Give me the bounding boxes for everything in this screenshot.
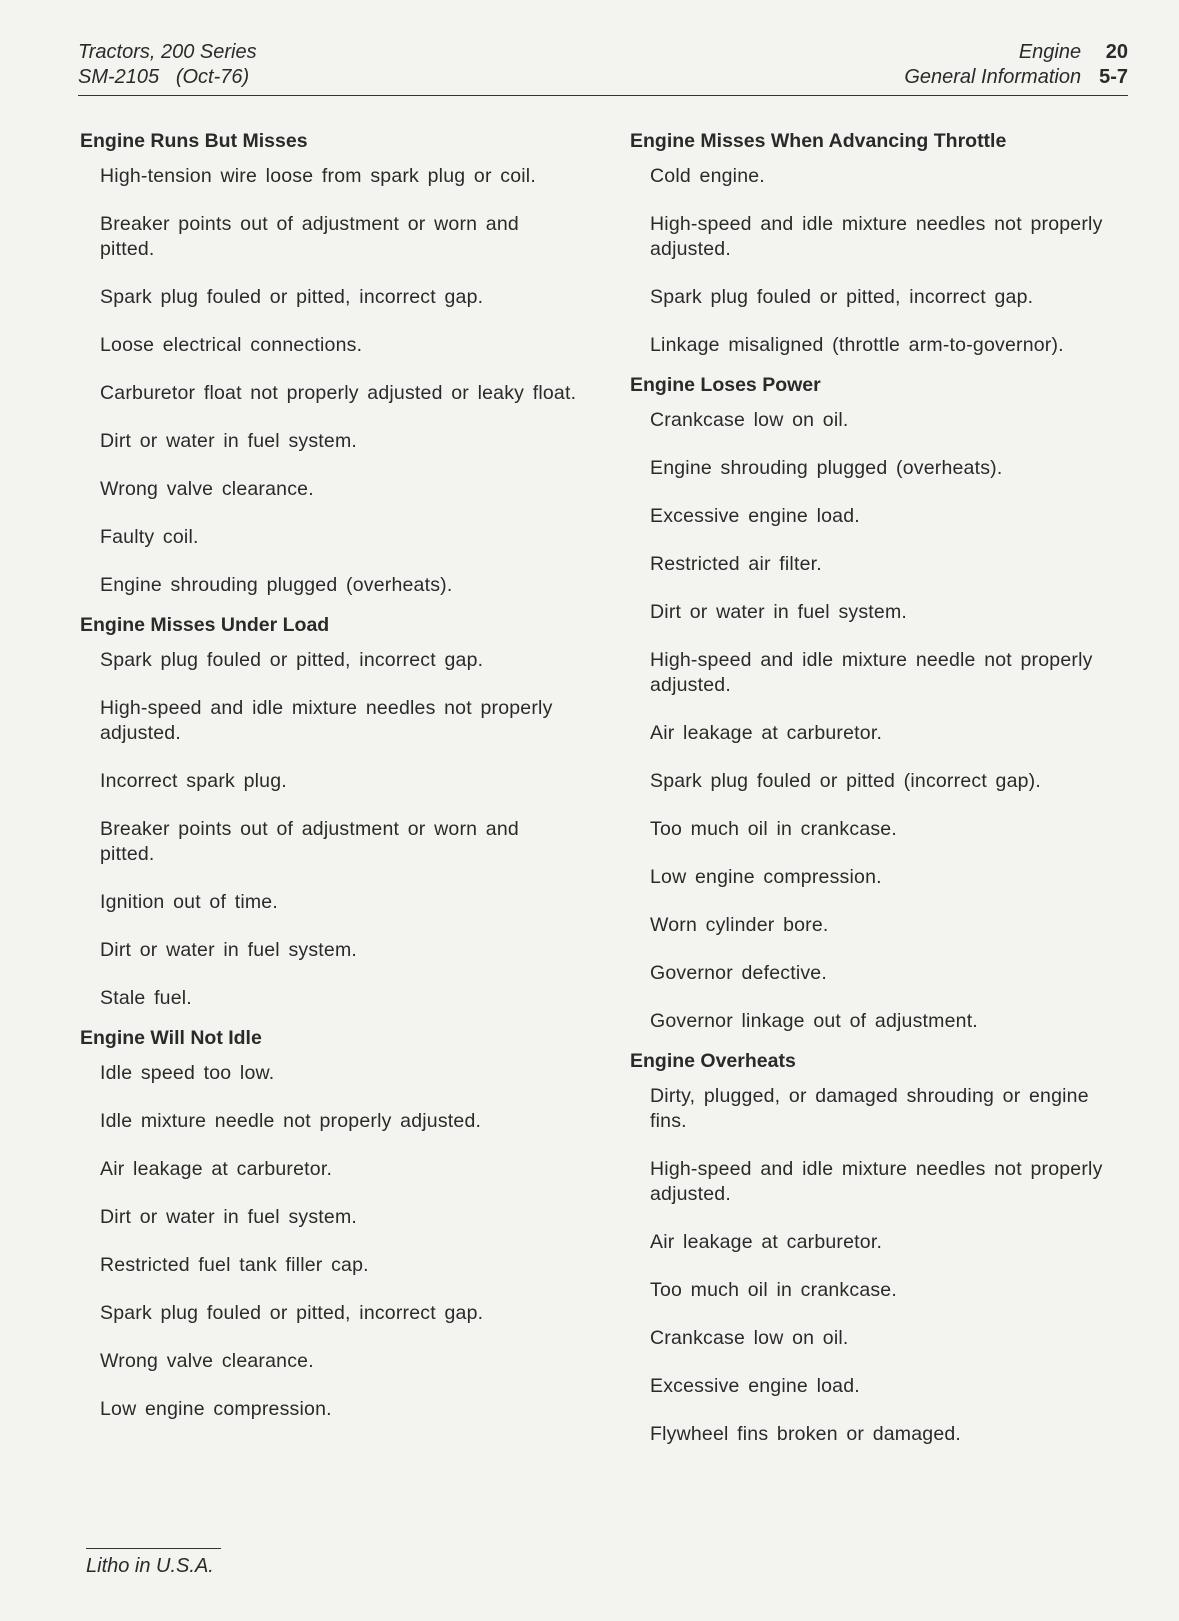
section-engine-misses-under-load xyxy=(80,612,580,1011)
list-item: High-speed and idle mixture needles not properly adjusted. xyxy=(650,213,1103,260)
list-item: Idle speed too low. xyxy=(100,1062,275,1084)
list-item: Low engine compression. xyxy=(650,866,882,888)
list-item: Faulty coil. xyxy=(100,526,199,548)
list-item: Breaker points out of adjustment or worn and pitted. xyxy=(100,818,519,865)
header-page-numbers xyxy=(1099,40,1128,90)
list-item: Dirt or water in fuel system. xyxy=(650,601,908,623)
list-item: Wrong valve clearance. xyxy=(100,1350,314,1372)
list-item: Excessive engine load. xyxy=(650,505,860,527)
section-engine-will-not-idle xyxy=(80,1025,580,1422)
list-item: Carburetor float not properly adjusted or leaky float. xyxy=(100,382,577,404)
list-item: Engine shrouding plugged (overheats). xyxy=(650,457,1003,479)
header-page-number: 5-7 xyxy=(1099,66,1128,88)
header-section-label: Engine xyxy=(1018,41,1082,63)
list-item: High-tension wire loose from spark plug or coil. xyxy=(100,165,536,187)
list-item: Governor linkage out of adjustment. xyxy=(650,1010,978,1032)
header-section-info xyxy=(904,40,1128,90)
list-item: High-speed and idle mixture needle not properly adjusted. xyxy=(650,649,1093,696)
list-item: Loose electrical connections. xyxy=(100,334,363,356)
section-engine-misses-when-advancing-throttle xyxy=(630,128,1130,358)
list-item: Incorrect spark plug. xyxy=(100,770,287,792)
list-item: Excessive engine load. xyxy=(650,1375,860,1397)
footer-imprint: Litho in U.S.A. xyxy=(86,1555,214,1577)
list-item: High-speed and idle mixture needles not properly adjusted. xyxy=(650,1158,1103,1205)
header-series: Tractors, 200 Series xyxy=(78,41,257,63)
list-item: Crankcase low on oil. xyxy=(650,1327,849,1349)
header-manual-info xyxy=(78,40,257,90)
header-section-labels xyxy=(904,40,1081,90)
list-item: Idle mixture needle not properly adjusted. xyxy=(100,1110,482,1132)
list-item: Worn cylinder bore. xyxy=(650,914,829,936)
list-item: Air leakage at carburetor. xyxy=(100,1158,333,1180)
section-title: Engine Misses When Advancing Throttle xyxy=(630,130,1007,152)
list-item: Restricted fuel tank filler cap. xyxy=(100,1254,369,1276)
list-item: Crankcase low on oil. xyxy=(650,409,849,431)
header-divider xyxy=(78,95,1128,96)
header-manual-number: SM-2105 (Oct-76) xyxy=(78,66,250,88)
footer-divider xyxy=(86,1548,221,1549)
list-item: High-speed and idle mixture needles not properly adjusted. xyxy=(100,697,553,744)
list-item: Low engine compression. xyxy=(100,1398,332,1420)
list-item: Spark plug fouled or pitted, incorrect gap. xyxy=(100,1302,484,1324)
list-item: Governor defective. xyxy=(650,962,827,984)
list-item: Air leakage at carburetor. xyxy=(650,1231,883,1253)
list-item: Spark plug fouled or pitted, incorrect gap. xyxy=(100,649,484,671)
list-item: Spark plug fouled or pitted, incorrect gap. xyxy=(650,286,1034,308)
section-engine-runs-but-misses xyxy=(80,128,580,598)
left-column xyxy=(80,128,580,1445)
list-item: Spark plug fouled or pitted, incorrect gap. xyxy=(100,286,484,308)
list-item: Breaker points out of adjustment or worn and pitted. xyxy=(100,213,519,260)
section-title: Engine Loses Power xyxy=(630,374,821,396)
section-engine-loses-power xyxy=(630,372,1130,1034)
list-item: Dirt or water in fuel system. xyxy=(100,430,358,452)
list-item: Wrong valve clearance. xyxy=(100,478,314,500)
list-item: Linkage misaligned (throttle arm-to-governor). xyxy=(650,334,1064,356)
section-title: Engine Runs But Misses xyxy=(80,130,308,152)
list-item: Dirt or water in fuel system. xyxy=(100,1206,358,1228)
list-item: Dirt or water in fuel system. xyxy=(100,939,358,961)
right-column xyxy=(630,128,1130,1470)
list-item: Spark plug fouled or pitted (incorrect gap). xyxy=(650,770,1041,792)
list-item: Restricted air filter. xyxy=(650,553,822,575)
header-section-number: 20 xyxy=(1105,41,1128,63)
section-title: Engine Overheats xyxy=(630,1050,796,1072)
list-item: Too much oil in crankcase. xyxy=(650,1279,897,1301)
header-group-label: General Information xyxy=(904,66,1082,88)
section-title: Engine Will Not Idle xyxy=(80,1027,262,1049)
list-item: Cold engine. xyxy=(650,165,765,187)
list-item: Flywheel fins broken or damaged. xyxy=(650,1423,962,1445)
list-item: Stale fuel. xyxy=(100,987,192,1009)
section-engine-overheats xyxy=(630,1048,1130,1447)
section-title: Engine Misses Under Load xyxy=(80,614,330,636)
list-item: Dirty, plugged, or damaged shrouding or engine fins. xyxy=(650,1085,1089,1132)
list-item: Too much oil in crankcase. xyxy=(650,818,897,840)
list-item: Engine shrouding plugged (overheats). xyxy=(100,574,453,596)
list-item: Ignition out of time. xyxy=(100,891,278,913)
page-header xyxy=(78,40,1128,100)
list-item: Air leakage at carburetor. xyxy=(650,722,883,744)
